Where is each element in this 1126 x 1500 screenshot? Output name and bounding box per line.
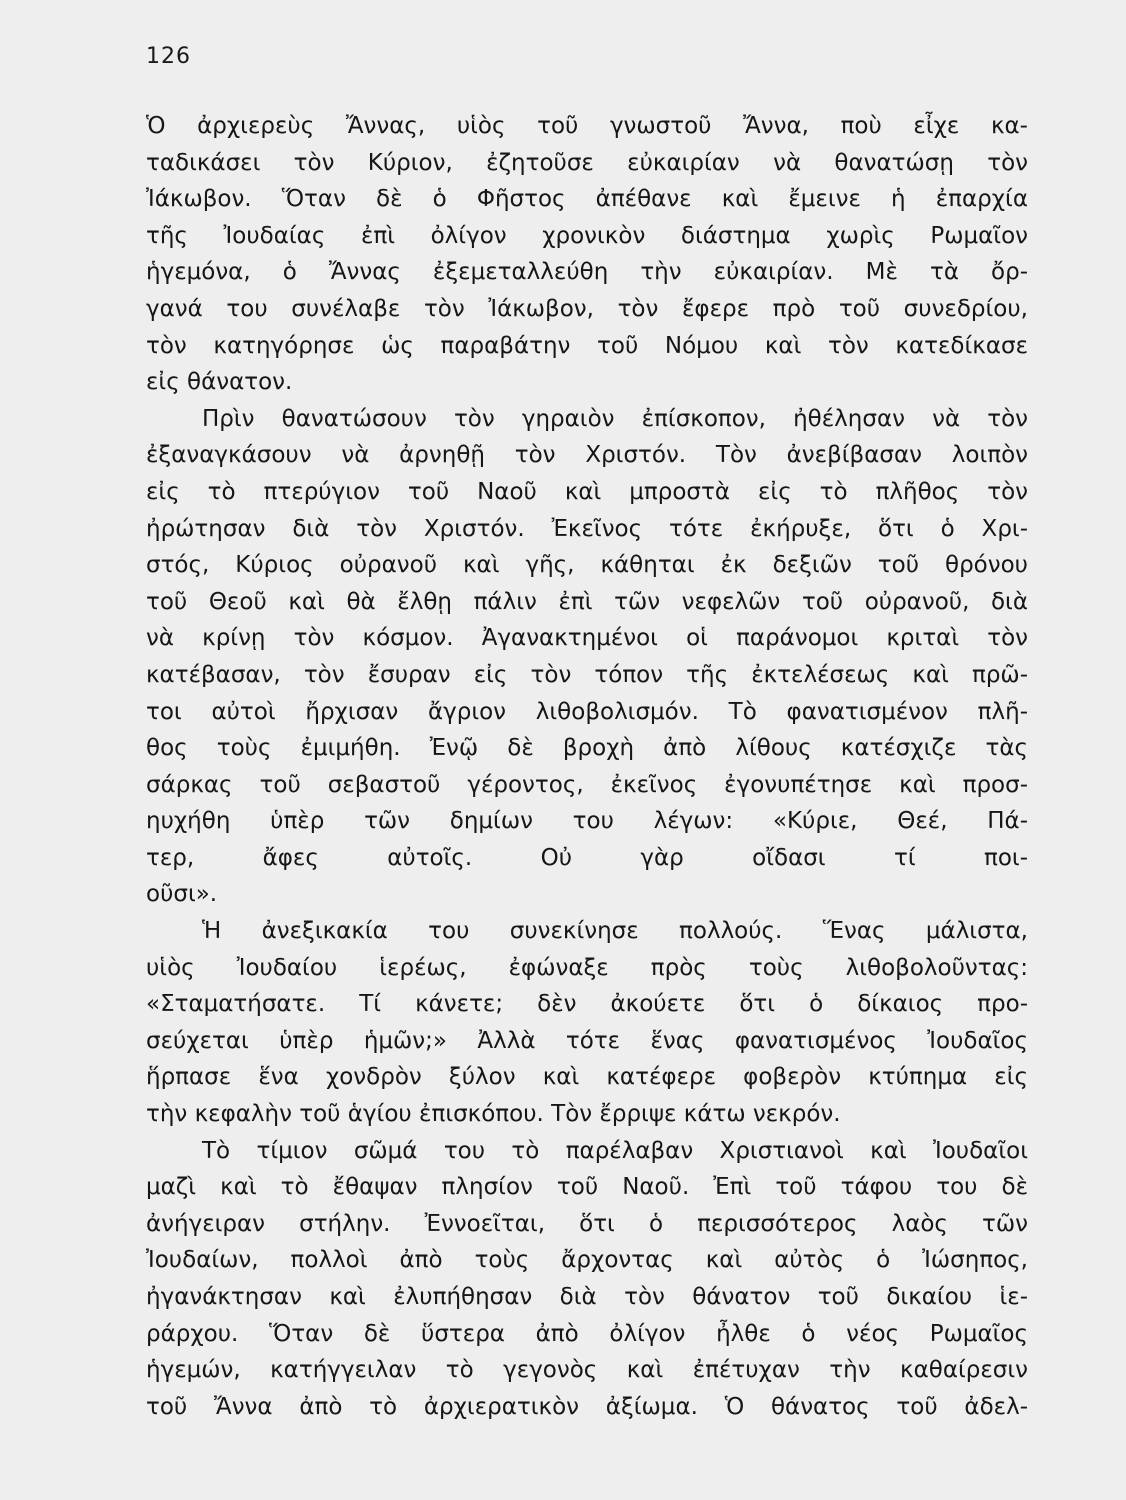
text-line: νὰ κρίνῃ τὸν κόσμον. Ἀγανακτημένοι οἱ παράνομοι κριταὶ τὸν (146, 625, 1028, 652)
text-line: Ἰουδαίων, πολλοὶ ἀπὸ τοὺς ἄρχοντας καὶ αὐτὸς ὁ Ἰώσηπος, (146, 1247, 1028, 1274)
text-line: ἡγεμόνα, ὁ Ἄννας ἐξεμεταλλεύθη τὴν εὐκαιρίαν. Μὲ τὰ ὄρ- (146, 259, 1028, 286)
text-line: τὴν κεφαλὴν τοῦ ἁγίου ἐπισκόπου. Τὸν ἔρριψε κάτω νεκρόν. (146, 1101, 841, 1128)
paragraph-1 (146, 108, 1028, 401)
text-line: ἠγανάκτησαν καὶ ἐλυπήθησαν διὰ τὸν θάνατον τοῦ δικαίου ἱε- (146, 1284, 1028, 1310)
text-line: ταδικάσει τὸν Κύριον, ἐζητοῦσε εὐκαιρίαν νὰ θανατώσῃ τὸν (146, 149, 1028, 176)
page-number: 126 (146, 44, 191, 69)
text-line: στός, Κύριος οὐρανοῦ καὶ γῆς, κάθηται ἐκ δεξιῶν τοῦ θρόνου (146, 552, 1028, 579)
text-line: θος τοὺς ἐμιμήθη. Ἐνῷ δὲ βροχὴ ἀπὸ λίθους κατέσχιζε τὰς (146, 735, 1028, 762)
paragraph-2 (146, 401, 1028, 913)
text-line: Ὁ ἀρχιερεὺς Ἄννας, υἱὸς τοῦ γνωστοῦ Ἄννα, ποὺ εἶχε κα- (146, 113, 1028, 139)
body-text (146, 108, 1028, 1425)
text-line: Ἡ ἀνεξικακία του συνεκίνησε πολλούς. Ἕνας μάλιστα, (202, 918, 1028, 945)
text-line: ἀνήγειραν στήλην. Ἐννοεῖται, ὅτι ὁ περισσότερος λαὸς τῶν (146, 1210, 1028, 1237)
text-line: «Σταματήσατε. Τί κάνετε; δὲν ἀκούετε ὅτι ὁ δίκαιος προ- (146, 991, 1028, 1018)
paragraph-3 (146, 913, 1028, 1133)
text-line: ηυχήθη ὑπὲρ τῶν δημίων του λέγων: «Κύριε, Θεέ, Πά- (146, 808, 1028, 835)
text-line: σάρκας τοῦ σεβαστοῦ γέροντος, ἐκεῖνος ἐγονυπέτησε καὶ προσ- (146, 771, 1028, 798)
text-line: τοῦ Θεοῦ καὶ θὰ ἔλθῃ πάλιν ἐπὶ τῶν νεφελῶν τοῦ οὐρανοῦ, διὰ (146, 588, 1028, 615)
text-line: τοι αὐτοὶ ἤρχισαν ἄγριον λιθοβολισμόν. Τὸ φανατισμένον πλῆ- (146, 698, 1028, 725)
text-line: ἠρώτησαν διὰ τὸν Χριστόν. Ἐκεῖνος τότε ἐκήρυξε, ὅτι ὁ Χρι- (146, 515, 1028, 542)
text-line: ἡγεμών, κατήγγειλαν τὸ γεγονὸς καὶ ἐπέτυχαν τὴν καθαίρεσιν (146, 1357, 1028, 1384)
text-line: ἥρπασε ἕνα χονδρὸν ξύλον καὶ κατέφερε φοβερὸν κτύπημα εἰς (146, 1064, 1028, 1091)
text-line: ἐξαναγκάσουν νὰ ἀρνηθῇ τὸν Χριστόν. Τὸν ἀνεβίβασαν λοιπὸν (146, 442, 1028, 469)
text-line: Τὸ τίμιον σῶμά του τὸ παρέλαβαν Χριστιανοὶ καὶ Ἰουδαῖοι (202, 1137, 1028, 1164)
text-line: ράρχου. Ὅταν δὲ ὕστερα ἀπὸ ὀλίγον ἦλθε ὁ νέος Ρωμαῖος (146, 1320, 1028, 1347)
text-line: οῦσι». (146, 881, 218, 908)
text-line: εἰς θάνατον. (146, 369, 293, 396)
text-line: τὸν κατηγόρησε ὡς παραβάτην τοῦ Νόμου καὶ τὸν κατεδίκασε (146, 332, 1028, 359)
text-line: τοῦ Ἄννα ἀπὸ τὸ ἀρχιερατικὸν ἀξίωμα. Ὁ θάνατος τοῦ ἀδελ- (146, 1393, 1028, 1420)
paragraph-4 (146, 1133, 1028, 1426)
text-line: κατέβασαν, τὸν ἔσυραν εἰς τὸν τόπον τῆς ἐκτελέσεως καὶ πρῶ- (146, 661, 1028, 688)
text-line: τερ, ἄφες αὐτοῖς. Οὐ γὰρ οἴδασι τί ποι- (146, 844, 1028, 871)
text-line: Ἰάκωβον. Ὅταν δὲ ὁ Φῆστος ἀπέθανε καὶ ἔμεινε ἡ ἐπαρχία (146, 186, 1028, 213)
text-line: Πρὶν θανατώσουν τὸν γηραιὸν ἐπίσκοπον, ἠθέλησαν νὰ τὸν (202, 405, 1028, 432)
text-line: υἱὸς Ἰουδαίου ἱερέως, ἐφώναξε πρὸς τοὺς λιθοβολοῦντας: (146, 954, 1028, 981)
text-line: σεύχεται ὑπὲρ ἡμῶν;» Ἀλλὰ τότε ἕνας φανατισμένος Ἰουδαῖος (146, 1027, 1028, 1054)
text-line: τῆς Ἰουδαίας ἐπὶ ὀλίγον χρονικὸν διάστημα χωρὶς Ρωμαῖον (146, 222, 1028, 249)
text-line: μαζὶ καὶ τὸ ἔθαψαν πλησίον τοῦ Ναοῦ. Ἐπὶ τοῦ τάφου του δὲ (146, 1174, 1028, 1201)
text-line: γανά του συνέλαβε τὸν Ἰάκωβον, τὸν ἔφερε πρὸ τοῦ συνεδρίου, (146, 295, 1028, 322)
text-line: εἰς τὸ πτερύγιον τοῦ Ναοῦ καὶ μπροστὰ εἰς τὸ πλῆθος τὸν (146, 478, 1028, 505)
